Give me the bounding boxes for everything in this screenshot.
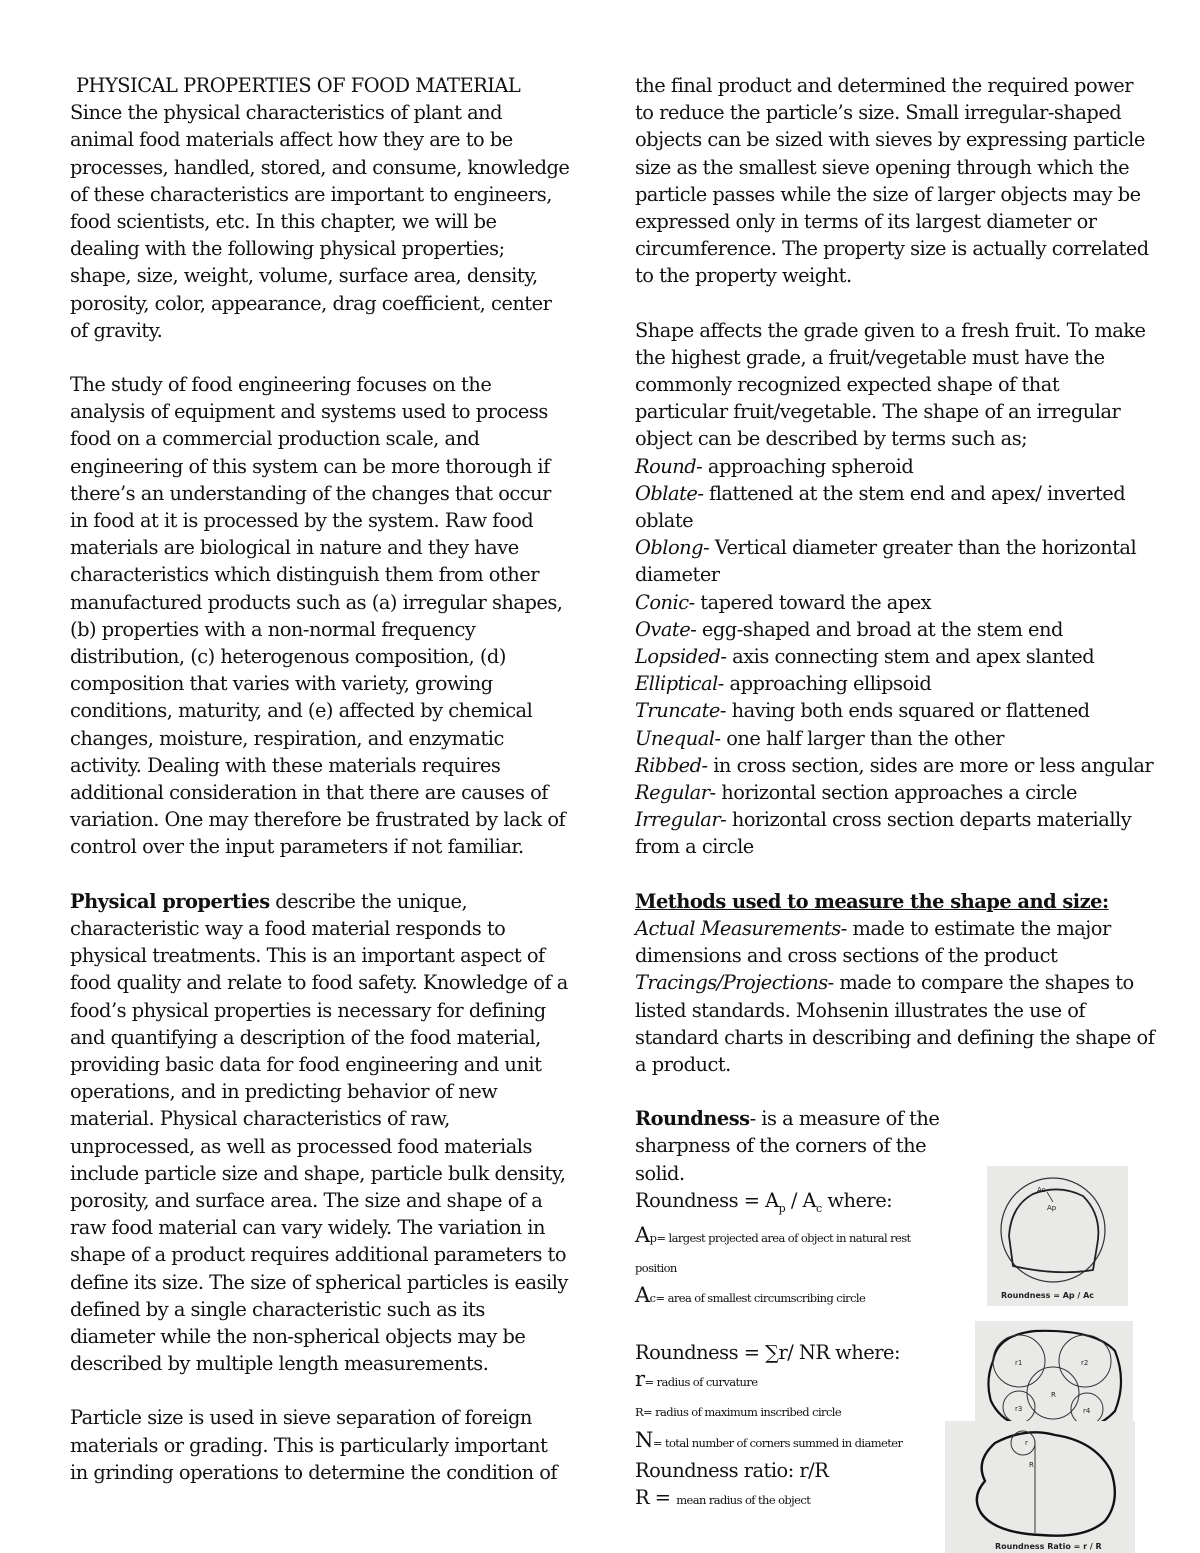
particle-size-continued-paragraph: the final product and determined the required power to reduce the particle’s size. Small irregular-shaped objects can be sized with sieves by expressing particle size as the smallest sieve opening through which the particle passes while the size of larger objects may be expressed only in terms of its largest diameter or circumference. The property size is actually correlated to the property weight.	[635, 74, 1149, 288]
fig1-ac-label: Ac	[1037, 1186, 1046, 1194]
left-column	[70, 72, 570, 1486]
r-definition: r= radius of curvature	[635, 1367, 758, 1392]
roundness-ratio-figure	[945, 1421, 1135, 1553]
shape-term: Oblate- flattened at the stem end and apex/ inverted oblate	[635, 481, 1126, 533]
intro-paragraph: Since the physical characteristics of plant and animal food materials affect how they are to be processes, handled, stored, and consume, knowledge of these characteristics are important to engineers, food scientists, etc. In this chapter, we will be dealing with the following physical properties; shape, size, weight, volume, surface area, density, porosity, color, appearance, drag coefficient, center of gravity.	[70, 101, 570, 342]
fig3-caption: Roundness Ratio = r / R	[995, 1542, 1102, 1551]
fig2-label: r1	[1015, 1359, 1023, 1367]
physical-properties-paragraph: Physical properties describe the unique, characteristic way a food material responds to physical treatments. This is an important aspect of food quality and relate to food safety. Knowledge of a food’s physical properties is necessary for defining and quantifying a description of the food material, providing basic data for food engineering and unit operations, and in predicting behavior of new material. Physical characteristics of raw, unprocessed, as well as processed food materials include particle size and shape, particle bulk density, porosity, and surface area. The size and shape of a raw food material can vary widely. The variation in shape of a product requires additional parameters to define its size. The size of spherical particles is easily defined by a single characteristic such as its diameter while the non-spherical objects may be described by multiple length measurements.	[70, 889, 568, 1376]
shape-term: Elliptical- approaching ellipsoid	[635, 672, 932, 696]
shape-term: Regular- horizontal section approaches a circle	[635, 781, 1077, 805]
N-definition: N= total number of corners summed in diameter	[635, 1427, 903, 1452]
R-definition: R= radius of maximum inscribed circle	[635, 1405, 842, 1420]
fig2-label: r2	[1081, 1359, 1089, 1367]
fig2-label: r4	[1083, 1407, 1091, 1415]
method-item: Actual Measurements- made to estimate the major dimensions and cross sections of the product	[635, 916, 1111, 968]
food-engineering-paragraph: The study of food engineering focuses on the analysis of equipment and systems used to process food on a commercial production scale, and engineering of this system can be more thorough if there’s an understanding of the changes that occur in food at it is processed by the system. Raw food materials are biological in nature and they have characteristics which distinguish them from other manufactured products such as (a) irregular shapes, (b) properties with a non-normal frequency distribution, (c) heterogenous composition, (d) composition that varies with variety, growing conditions, maturity, and (e) affected by chemical changes, moisture, respiration, and enzymatic activity. Dealing with these materials requires additional consideration in that there are causes of variation. One may therefore be frustrated by lack of control over the input parameters if not familiar.	[70, 373, 566, 859]
mean-radius-definition: R = mean radius of the object	[635, 1486, 811, 1510]
shape-grade-paragraph: Shape affects the grade given to a fresh fruit. To make the highest grade, a fruit/vegetable must have the commonly recognized expected shape of that particular fruit/vegetable. The shape of an irregular object can be described by terms such as;	[635, 318, 1146, 451]
page-title: PHYSICAL PROPERTIES OF FOOD MATERIAL	[76, 74, 521, 97]
shape-term: Lopsided- axis connecting stem and apex slanted	[635, 645, 1095, 669]
methods-heading: Methods used to measure the shape and size:	[635, 889, 1109, 913]
fig3-r-label: r	[1025, 1439, 1028, 1447]
fig1-caption: Roundness = Ap / Ac	[1001, 1291, 1095, 1300]
shape-term: Conic- tapered toward the apex	[635, 590, 932, 614]
ap-definition: Ap= largest projected area of object in natural rest position	[635, 1222, 911, 1275]
method-item: Tracings/Projections- made to compare the shapes to listed standards. Mohsenin illustrates the use of standard charts in describing and defining the shape of a product.	[635, 971, 1155, 1076]
fig1-ap-label: Ap	[1047, 1204, 1057, 1212]
shape-terms-list	[635, 453, 1155, 861]
fig3-R-label: R	[1029, 1461, 1034, 1469]
particle-size-paragraph: Particle size is used in sieve separation of foreign materials or grading. This is particularly important in grinding operations to determine the condition of	[70, 1406, 558, 1484]
shape-term: Irregular- horizontal cross section departs materially from a circle	[635, 808, 1132, 859]
physical-properties-term: Physical properties	[70, 889, 270, 913]
fig2-label: r3	[1015, 1405, 1023, 1413]
shape-term: Unequal- one half larger than the other	[635, 726, 1005, 750]
roundness-formula-1: Roundness = $A_p / A_c$ where:	[635, 1188, 893, 1215]
ac-definition: Ac= area of smallest circumscribing circle	[635, 1282, 866, 1307]
roundness-ratio: Roundness ratio: r/R	[635, 1458, 829, 1482]
roundness-definition: Roundness- is a measure of the sharpness of the corners of the solid.	[635, 1107, 940, 1185]
roundness-formula-2: Roundness = ∑r/ NR where:	[635, 1341, 900, 1364]
shape-term: Ribbed- in cross section, sides are more or less angular	[635, 753, 1154, 777]
shape-term: Oblong- Vertical diameter greater than the horizontal diameter	[635, 536, 1137, 587]
shape-term: Truncate- having both ends squared or flattened	[635, 699, 1090, 723]
roundness-area-figure	[987, 1166, 1128, 1306]
shape-term: Round- approaching spheroid	[635, 454, 914, 478]
fig2-label: R	[1051, 1391, 1056, 1399]
shape-term: Ovate- egg-shaped and broad at the stem end	[635, 617, 1063, 641]
